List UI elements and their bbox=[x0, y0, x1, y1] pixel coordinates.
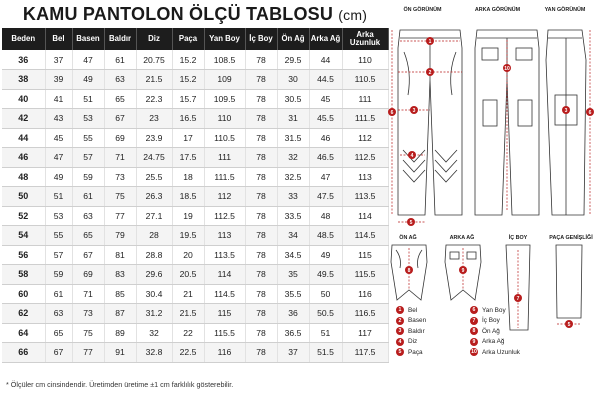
measurement-cell: 111 bbox=[342, 89, 388, 109]
size-cell: 42 bbox=[2, 109, 45, 129]
measurement-cell: 112.5 bbox=[342, 148, 388, 168]
measurement-cell: 29.5 bbox=[277, 50, 309, 70]
size-cell: 36 bbox=[2, 50, 45, 70]
measurement-cell: 30.4 bbox=[136, 284, 172, 304]
measurement-cell: 20 bbox=[172, 245, 204, 265]
measurement-cell: 113.5 bbox=[204, 245, 245, 265]
measurement-cell: 21.5 bbox=[136, 70, 172, 90]
measurement-cell: 49.5 bbox=[309, 265, 342, 285]
column-header: Ön Ağ bbox=[277, 28, 309, 50]
svg-text:3: 3 bbox=[412, 107, 416, 114]
measurement-cell: 111.5 bbox=[204, 167, 245, 187]
marker-arka-ag bbox=[459, 266, 467, 274]
measurement-cell: 78 bbox=[245, 206, 277, 226]
legend-item bbox=[470, 326, 520, 337]
marker-yan-boy bbox=[388, 108, 396, 116]
legend-number: 4 bbox=[396, 338, 404, 346]
measurement-cell: 51 bbox=[45, 187, 72, 207]
measurement-cell: 30.5 bbox=[277, 89, 309, 109]
measurement-cell: 111 bbox=[204, 148, 245, 168]
measurement-cell: 75 bbox=[72, 323, 104, 343]
measurement-cell: 61 bbox=[104, 50, 136, 70]
measurement-cell: 31 bbox=[277, 109, 309, 129]
measurement-cell: 78 bbox=[245, 304, 277, 324]
measurement-cell: 49 bbox=[45, 167, 72, 187]
measurement-cell: 55 bbox=[45, 226, 72, 246]
marker-paca-genisligi bbox=[565, 320, 573, 328]
measurement-cell: 114 bbox=[342, 206, 388, 226]
marker-paca bbox=[407, 218, 415, 226]
measurement-cell: 57 bbox=[45, 245, 72, 265]
measurement-cell: 18 bbox=[172, 167, 204, 187]
svg-text:3: 3 bbox=[564, 107, 568, 114]
measurement-cell: 78 bbox=[245, 265, 277, 285]
legend-number: 3 bbox=[396, 327, 404, 335]
measurement-cell: 19 bbox=[172, 206, 204, 226]
legend-item bbox=[396, 337, 426, 348]
legend-label: Basen bbox=[408, 317, 427, 325]
size-cell: 52 bbox=[2, 206, 45, 226]
measurement-cell: 77 bbox=[72, 343, 104, 363]
legend-label: İç Boy bbox=[482, 317, 500, 325]
size-cell: 58 bbox=[2, 265, 45, 285]
measurement-cell: 81 bbox=[104, 245, 136, 265]
measurement-cell: 36 bbox=[277, 304, 309, 324]
size-cell: 56 bbox=[2, 245, 45, 265]
measurement-cell: 26.3 bbox=[136, 187, 172, 207]
marker-basen bbox=[426, 68, 434, 76]
legend-label: Yan Boy bbox=[482, 306, 506, 314]
legend-item bbox=[396, 305, 426, 316]
svg-text:6: 6 bbox=[390, 109, 394, 116]
measurement-cell: 49 bbox=[309, 245, 342, 265]
measurement-cell: 53 bbox=[45, 206, 72, 226]
size-cell: 44 bbox=[2, 128, 45, 148]
measurement-cell: 112 bbox=[342, 128, 388, 148]
svg-text:4: 4 bbox=[410, 152, 414, 159]
svg-text:5: 5 bbox=[409, 219, 413, 226]
size-cell: 48 bbox=[2, 167, 45, 187]
measurement-cell: 65 bbox=[45, 323, 72, 343]
label-hem-width: PAÇA GENİŞLİĞİ bbox=[549, 235, 593, 241]
size-cell: 50 bbox=[2, 187, 45, 207]
measurement-cell: 113 bbox=[204, 226, 245, 246]
measurement-cell: 15.2 bbox=[172, 70, 204, 90]
legend-number: 10 bbox=[471, 349, 477, 356]
measurement-cell: 61 bbox=[72, 187, 104, 207]
measurement-cell: 65 bbox=[104, 89, 136, 109]
measurement-cell: 110 bbox=[342, 50, 388, 70]
size-cell: 54 bbox=[2, 226, 45, 246]
measurement-cell: 117.5 bbox=[342, 343, 388, 363]
measurement-cell: 31.2 bbox=[136, 304, 172, 324]
legend-right bbox=[470, 305, 520, 358]
measurement-cell: 67 bbox=[45, 343, 72, 363]
measurement-cell: 67 bbox=[72, 245, 104, 265]
measurement-cell: 113.5 bbox=[342, 187, 388, 207]
legend-item bbox=[396, 326, 426, 337]
size-cell: 62 bbox=[2, 304, 45, 324]
marker-on-ag bbox=[405, 266, 413, 274]
size-cell: 60 bbox=[2, 284, 45, 304]
measurement-cell: 116 bbox=[204, 343, 245, 363]
measurement-cell: 17.5 bbox=[172, 148, 204, 168]
measurement-cell: 73 bbox=[104, 167, 136, 187]
measurement-cell: 20.5 bbox=[172, 265, 204, 285]
size-cell: 66 bbox=[2, 343, 45, 363]
measurement-cell: 89 bbox=[104, 323, 136, 343]
measurement-cell: 110 bbox=[204, 109, 245, 129]
measurement-cell: 21.5 bbox=[172, 304, 204, 324]
legend-label: Paça bbox=[408, 348, 423, 356]
side-view-pants bbox=[546, 30, 586, 215]
measurement-cell: 33 bbox=[277, 187, 309, 207]
measurement-cell: 44.5 bbox=[309, 70, 342, 90]
measurement-cell: 51 bbox=[309, 323, 342, 343]
measurement-cell: 59 bbox=[72, 167, 104, 187]
marker-side-thigh bbox=[562, 106, 570, 114]
measurement-cell: 117 bbox=[342, 323, 388, 343]
measurement-cell: 15.7 bbox=[172, 89, 204, 109]
legend-item bbox=[470, 347, 520, 358]
svg-text:10: 10 bbox=[504, 65, 510, 72]
svg-text:7: 7 bbox=[516, 295, 520, 302]
measurement-cell: 78 bbox=[245, 323, 277, 343]
column-header: Baldır bbox=[104, 28, 136, 50]
measurement-cell: 37 bbox=[277, 343, 309, 363]
svg-text:9: 9 bbox=[461, 267, 465, 274]
column-header: Beden bbox=[2, 28, 45, 50]
measurement-cell: 47 bbox=[45, 148, 72, 168]
measurement-cell: 78 bbox=[245, 109, 277, 129]
column-header: Arka Uzunluk bbox=[342, 28, 388, 50]
measurement-cell: 31.5 bbox=[277, 128, 309, 148]
legend-label: Arka Ağ bbox=[482, 338, 505, 346]
measurement-cell: 46 bbox=[309, 128, 342, 148]
measurement-cell: 51.5 bbox=[309, 343, 342, 363]
label-front-view: ÖN GÖRÜNÜM bbox=[403, 7, 442, 13]
legend-item bbox=[396, 347, 426, 358]
measurement-cell: 71 bbox=[104, 148, 136, 168]
measurement-cell: 25.5 bbox=[136, 167, 172, 187]
measurement-cell: 79 bbox=[104, 226, 136, 246]
legend-item bbox=[470, 337, 520, 348]
size-cell: 38 bbox=[2, 70, 45, 90]
svg-text:1: 1 bbox=[428, 38, 432, 45]
measurement-cell: 19.5 bbox=[172, 226, 204, 246]
svg-text:8: 8 bbox=[407, 267, 411, 274]
measurement-cell: 47.5 bbox=[309, 187, 342, 207]
svg-text:5: 5 bbox=[567, 321, 571, 328]
measurement-cell: 83 bbox=[104, 265, 136, 285]
legend-item bbox=[470, 305, 520, 316]
measurement-cell: 69 bbox=[104, 128, 136, 148]
front-view-pants bbox=[398, 30, 462, 215]
measurement-cell: 32 bbox=[277, 148, 309, 168]
hem-width-detail bbox=[556, 245, 582, 318]
legend-number: 9 bbox=[470, 338, 478, 346]
measurement-cell: 110.5 bbox=[204, 128, 245, 148]
legend-number: 2 bbox=[396, 317, 404, 325]
measurement-cell: 115.5 bbox=[342, 265, 388, 285]
legend-number: 1 bbox=[396, 306, 404, 314]
legend-number: 5 bbox=[396, 348, 404, 356]
measurement-cell: 115 bbox=[204, 304, 245, 324]
measurement-cell: 63 bbox=[104, 70, 136, 90]
column-header: Basen bbox=[72, 28, 104, 50]
measurement-cell: 32.5 bbox=[277, 167, 309, 187]
measurement-cell: 78 bbox=[245, 167, 277, 187]
legend-number: 7 bbox=[470, 317, 478, 325]
measurement-cell: 113 bbox=[342, 167, 388, 187]
legend-label: Arka Uzunluk bbox=[482, 348, 521, 356]
label-side-view: YAN GÖRÜNÜM bbox=[544, 7, 586, 13]
size-cell: 40 bbox=[2, 89, 45, 109]
column-header: Diz bbox=[136, 28, 172, 50]
column-header: Paça bbox=[172, 28, 204, 50]
measurement-cell: 78 bbox=[245, 89, 277, 109]
measurement-cell: 29.6 bbox=[136, 265, 172, 285]
measurement-cell: 20.75 bbox=[136, 50, 172, 70]
measurement-cell: 27.1 bbox=[136, 206, 172, 226]
measurement-cell: 35 bbox=[277, 265, 309, 285]
measurement-cell: 69 bbox=[72, 265, 104, 285]
svg-text:6: 6 bbox=[588, 109, 592, 116]
measurement-cell: 87 bbox=[104, 304, 136, 324]
measurement-cell: 114.5 bbox=[342, 226, 388, 246]
measurement-cell: 78 bbox=[245, 245, 277, 265]
measurement-cell: 112.5 bbox=[204, 206, 245, 226]
measurement-cell: 34 bbox=[277, 226, 309, 246]
legend-label: Ön Ağ bbox=[482, 327, 500, 335]
measurement-cell: 111.5 bbox=[342, 109, 388, 129]
measurement-cell: 116.5 bbox=[342, 304, 388, 324]
marker-bel bbox=[426, 37, 434, 45]
size-cell: 64 bbox=[2, 323, 45, 343]
measurement-cell: 32 bbox=[136, 323, 172, 343]
measurement-cell: 67 bbox=[104, 109, 136, 129]
measurement-cell: 39 bbox=[45, 70, 72, 90]
marker-arka-uzunluk bbox=[503, 64, 511, 72]
measurement-cell: 114.5 bbox=[204, 284, 245, 304]
measurement-cell: 47 bbox=[72, 50, 104, 70]
measurement-cell: 73 bbox=[72, 304, 104, 324]
measurement-cell: 37 bbox=[45, 50, 72, 70]
measurement-cell: 32.8 bbox=[136, 343, 172, 363]
footnote: * Ölçüler cm cinsindendir. Üretimden üretime ±1 cm farklılık gösterebilir. bbox=[6, 380, 234, 389]
measurement-cell: 115.5 bbox=[204, 323, 245, 343]
measurement-cell: 28 bbox=[136, 226, 172, 246]
measurement-cell: 48 bbox=[309, 206, 342, 226]
measurement-cell: 63 bbox=[45, 304, 72, 324]
column-header: Bel bbox=[45, 28, 72, 50]
legend-number: 6 bbox=[470, 306, 478, 314]
legend-item bbox=[396, 316, 426, 327]
measurement-cell: 22.5 bbox=[172, 343, 204, 363]
marker-ic-boy bbox=[514, 294, 522, 302]
measurement-cell: 109 bbox=[204, 70, 245, 90]
measurement-cell: 55 bbox=[72, 128, 104, 148]
column-header: Arka Ağ bbox=[309, 28, 342, 50]
measurement-cell: 116 bbox=[342, 284, 388, 304]
measurement-cell: 53 bbox=[72, 109, 104, 129]
measurement-cell: 22 bbox=[172, 323, 204, 343]
measurement-cell: 110.5 bbox=[342, 70, 388, 90]
legend-label: Diz bbox=[408, 338, 418, 346]
measurement-cell: 61 bbox=[45, 284, 72, 304]
label-front-rise: ÖN AĞ bbox=[399, 235, 417, 241]
legend-number: 8 bbox=[470, 327, 478, 335]
legend-left bbox=[396, 305, 426, 358]
measurement-cell: 45.5 bbox=[309, 109, 342, 129]
measurement-cell: 78 bbox=[245, 343, 277, 363]
measurement-cell: 46.5 bbox=[309, 148, 342, 168]
measurement-cell: 59 bbox=[45, 265, 72, 285]
measurement-cell: 23 bbox=[136, 109, 172, 129]
measurement-cell: 48.5 bbox=[309, 226, 342, 246]
measurement-cell: 49 bbox=[72, 70, 104, 90]
measurement-cell: 28.8 bbox=[136, 245, 172, 265]
column-header: İç Boy bbox=[245, 28, 277, 50]
page-title: KAMU PANTOLON ÖLÇÜ TABLOSU (cm) bbox=[22, 4, 368, 24]
measurement-cell: 63 bbox=[72, 206, 104, 226]
measurement-cell: 36.5 bbox=[277, 323, 309, 343]
measurement-cell: 22.3 bbox=[136, 89, 172, 109]
measurement-cell: 71 bbox=[72, 284, 104, 304]
measurement-cell: 78 bbox=[245, 284, 277, 304]
measurement-cell: 34.5 bbox=[277, 245, 309, 265]
label-back-view: ARKA GÖRÜNÜM bbox=[474, 7, 521, 13]
column-header: Yan Boy bbox=[204, 28, 245, 50]
measurement-cell: 21 bbox=[172, 284, 204, 304]
measurement-cell: 115 bbox=[342, 245, 388, 265]
measurement-cell: 17 bbox=[172, 128, 204, 148]
measurement-cell: 24.75 bbox=[136, 148, 172, 168]
label-inseam: İÇ BOY bbox=[508, 235, 528, 241]
legend-label: Bel bbox=[408, 306, 418, 314]
measurement-cell: 30 bbox=[277, 70, 309, 90]
measurement-cell: 77 bbox=[104, 206, 136, 226]
measurement-cell: 44 bbox=[309, 50, 342, 70]
marker-diz bbox=[408, 151, 416, 159]
measurement-cell: 109.5 bbox=[204, 89, 245, 109]
measurement-cell: 45 bbox=[45, 128, 72, 148]
measurement-cell: 78 bbox=[245, 70, 277, 90]
measurement-cell: 65 bbox=[72, 226, 104, 246]
label-back-rise: ARKA AĞ bbox=[449, 235, 475, 241]
measurement-cell: 108.5 bbox=[204, 50, 245, 70]
measurement-cell: 16.5 bbox=[172, 109, 204, 129]
marker-baldir bbox=[410, 106, 418, 114]
measurement-cell: 41 bbox=[45, 89, 72, 109]
measurement-cell: 85 bbox=[104, 284, 136, 304]
measurement-cell: 15.2 bbox=[172, 50, 204, 70]
legend-item bbox=[470, 316, 520, 327]
measurement-cell: 78 bbox=[245, 187, 277, 207]
measurement-cell: 78 bbox=[245, 226, 277, 246]
size-cell: 46 bbox=[2, 148, 45, 168]
svg-text:2: 2 bbox=[428, 69, 432, 76]
measurement-cell: 23.9 bbox=[136, 128, 172, 148]
measurement-cell: 35.5 bbox=[277, 284, 309, 304]
measurement-cell: 75 bbox=[104, 187, 136, 207]
measurement-cell: 43 bbox=[45, 109, 72, 129]
measurement-cell: 47 bbox=[309, 167, 342, 187]
measurement-cell: 78 bbox=[245, 148, 277, 168]
measurement-cell: 91 bbox=[104, 343, 136, 363]
measurement-cell: 33.5 bbox=[277, 206, 309, 226]
legend-label: Baldır bbox=[408, 327, 425, 335]
measurement-cell: 114 bbox=[204, 265, 245, 285]
measurement-cell: 78 bbox=[245, 128, 277, 148]
measurement-cell: 45 bbox=[309, 89, 342, 109]
measurement-cell: 50.5 bbox=[309, 304, 342, 324]
measurement-cell: 57 bbox=[72, 148, 104, 168]
measurement-cell: 50 bbox=[309, 284, 342, 304]
measurement-cell: 51 bbox=[72, 89, 104, 109]
measurement-cell: 112 bbox=[204, 187, 245, 207]
marker-side bbox=[586, 108, 594, 116]
measurement-cell: 18.5 bbox=[172, 187, 204, 207]
measurement-cell: 78 bbox=[245, 50, 277, 70]
